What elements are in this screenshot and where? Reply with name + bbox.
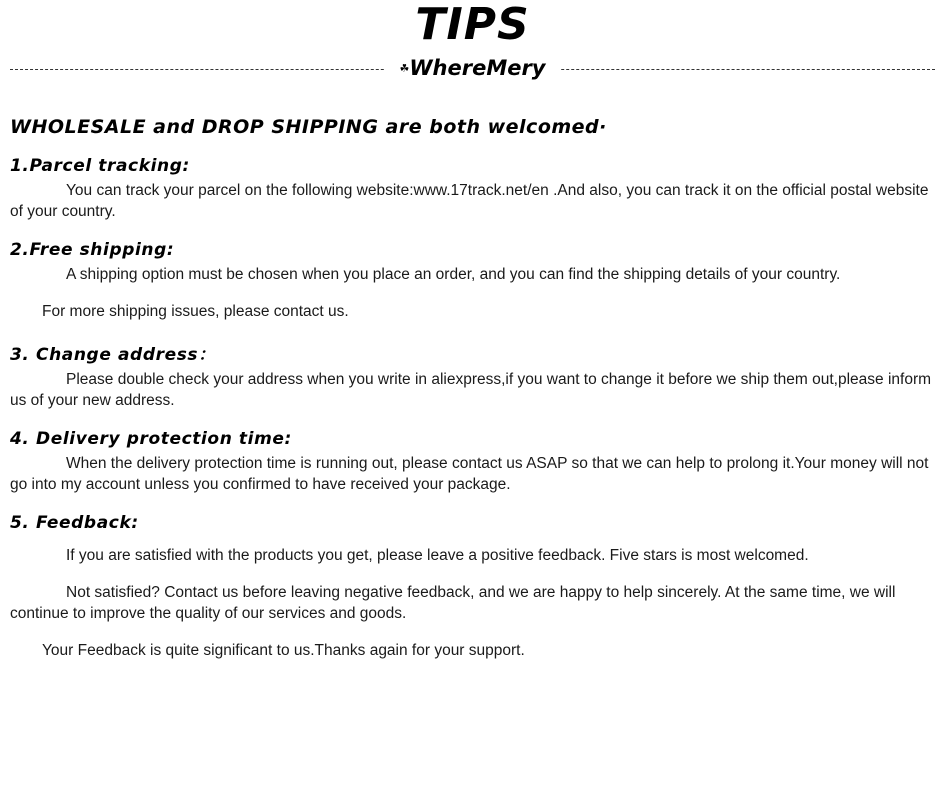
- section-title: 4. Delivery protection time:: [10, 429, 292, 449]
- page-title: TIPS: [415, 0, 530, 50]
- section-paragraph: You can track your parcel on the following website:www.17track.net/en .And also, you can track it on the official postal website of your country.: [10, 182, 929, 220]
- section-title: 2.Free shipping:: [10, 240, 175, 260]
- section-title: 5. Feedback:: [10, 513, 139, 533]
- section-change-address: [10, 340, 935, 411]
- brand-name: [385, 53, 559, 83]
- section-paragraph: If you are satisfied with the products you get, please leave a positive feedback. Five stars is most welcomed.: [66, 547, 809, 564]
- brand-row: [10, 52, 935, 86]
- section-paragraph: A shipping option must be chosen when you place an order, and you can find the shipping details of your country.: [66, 266, 841, 283]
- brand-label: WhereMery: [409, 56, 546, 80]
- headline: WHOLESALE and DROP SHIPPING are both welcomed·: [10, 116, 607, 138]
- section-paragraph: When the delivery protection time is running out, please contact us ASAP so that we can help to prolong it.Your money will not go into my account unless you confirmed to have received your package.: [10, 455, 929, 493]
- section-feedback: [10, 513, 935, 661]
- section-delivery-protection-time: [10, 429, 935, 495]
- section-parcel-tracking: [10, 156, 935, 222]
- document-header: [10, 0, 935, 86]
- section-title: 3. Change address：: [10, 345, 216, 365]
- section-title: 1.Parcel tracking:: [10, 156, 190, 176]
- section-paragraph: Please double check your address when you write in aliexpress,if you want to change it before we ship them out,please inform us of your new address.: [10, 371, 932, 409]
- section-paragraph: Your Feedback is quite significant to us.Thanks again for your support.: [42, 642, 525, 659]
- section-paragraph: For more shipping issues, please contact us.: [42, 303, 349, 320]
- section-free-shipping: [10, 240, 935, 322]
- clover-icon: ☘: [399, 62, 410, 75]
- section-paragraph: Not satisfied? Contact us before leaving negative feedback, and we are happy to help sincerely. At the same time, we will continue to improve the quality of our services and goods.: [10, 584, 896, 622]
